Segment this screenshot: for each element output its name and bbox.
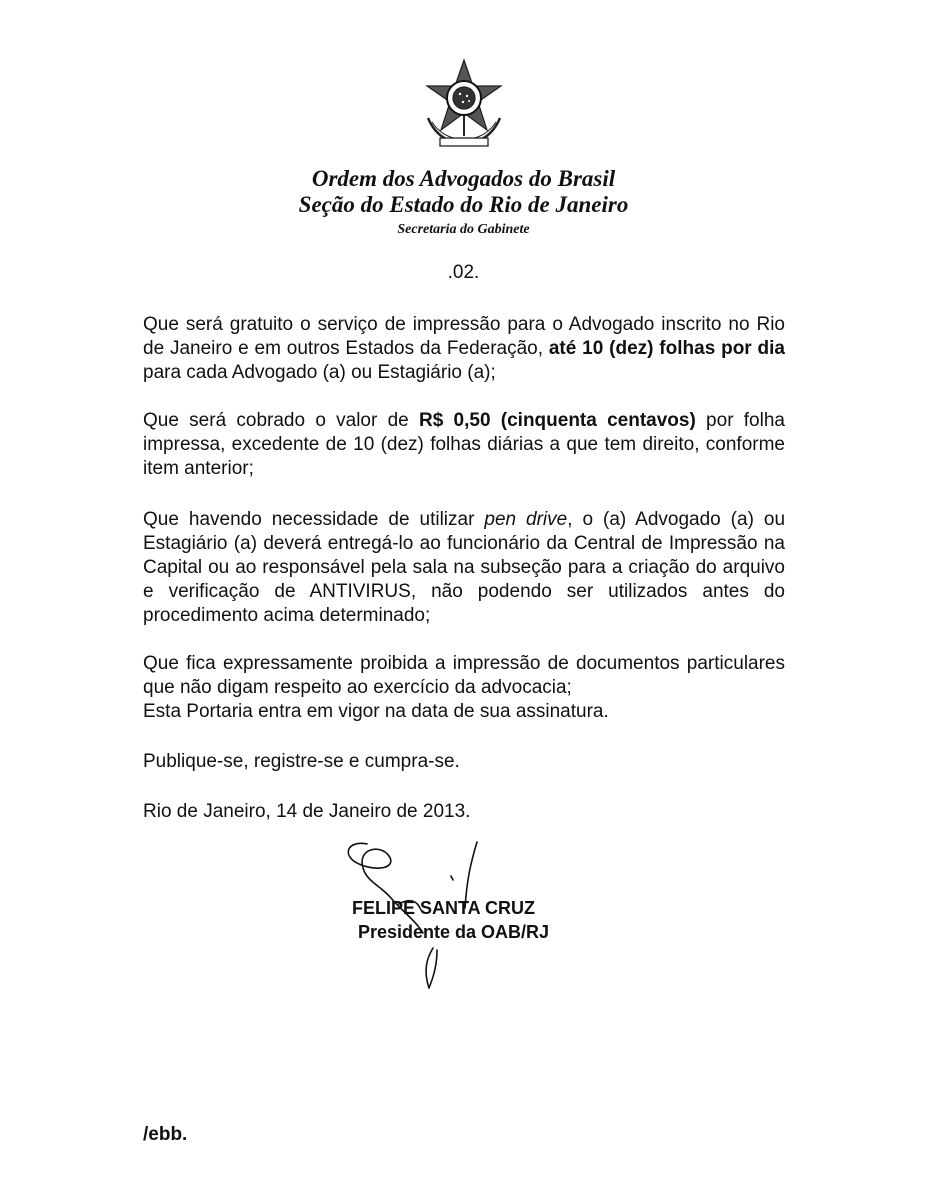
paragraph-pen-drive bbox=[143, 508, 785, 628]
paragraph-charge bbox=[143, 409, 785, 481]
paragraph-text: para cada Advogado (a) ou Estagiário (a); bbox=[143, 362, 496, 383]
publication-line: Publique-se, registre-se e cumpra-se. bbox=[143, 751, 460, 772]
paragraph-prohibition bbox=[143, 652, 785, 724]
signatory-title: Presidente da OAB/RJ bbox=[358, 922, 550, 942]
paragraph-text: Esta Portaria entra em vigor na data de sua assinatura. bbox=[143, 701, 609, 722]
typist-initials: /ebb. bbox=[143, 1124, 188, 1145]
paragraph-emphasis: R$ 0,50 (cinquenta centavos) bbox=[418, 410, 696, 431]
paragraph-italic: pen drive bbox=[484, 509, 568, 530]
office-name: Secretaria do Gabinete bbox=[397, 222, 530, 237]
section-name: Seção do Estado do Rio de Janeiro bbox=[298, 192, 629, 217]
paragraph-free-printing bbox=[143, 313, 785, 385]
paragraph-text: Que fica expressamente proibida a impressão de documentos particulares que não digam respeito ao exercício da advocacia; bbox=[143, 653, 785, 698]
organization-name: Ordem dos Advogados do Brasil bbox=[311, 166, 616, 191]
paragraph-text: Que havendo necessidade de utilizar bbox=[143, 509, 485, 530]
page-number: .02. bbox=[447, 262, 480, 283]
paragraph-emphasis: até 10 (dez) folhas por dia bbox=[548, 338, 785, 359]
paragraph-text: Que será gratuito o serviço de impressão para o Advogado inscrito no Rio de Janeiro e em outros Estados da Federação, bbox=[143, 314, 785, 359]
date-line: Rio de Janeiro, 14 de Janeiro de 2013. bbox=[143, 801, 471, 822]
paragraph-text: , o (a) Advogado (a) ou Estagiário (a) deverá entregá-lo ao funcionário da Central de Impressão na Capital ou ao responsável pela sala na subseção para a criação do arquivo e verificação de ANTIVIRUS, não podendo ser utilizados antes do procedimento acima determinado; bbox=[143, 509, 786, 626]
signatory-name: FELIPE SANTA CRUZ bbox=[352, 898, 535, 918]
coat-of-arms-icon bbox=[418, 58, 510, 150]
paragraph-text: por folha impressa, excedente de 10 (dez) folhas diárias a que tem direito, conforme item anterior; bbox=[143, 410, 785, 479]
paragraph-text: Que será cobrado o valor de bbox=[143, 410, 419, 431]
